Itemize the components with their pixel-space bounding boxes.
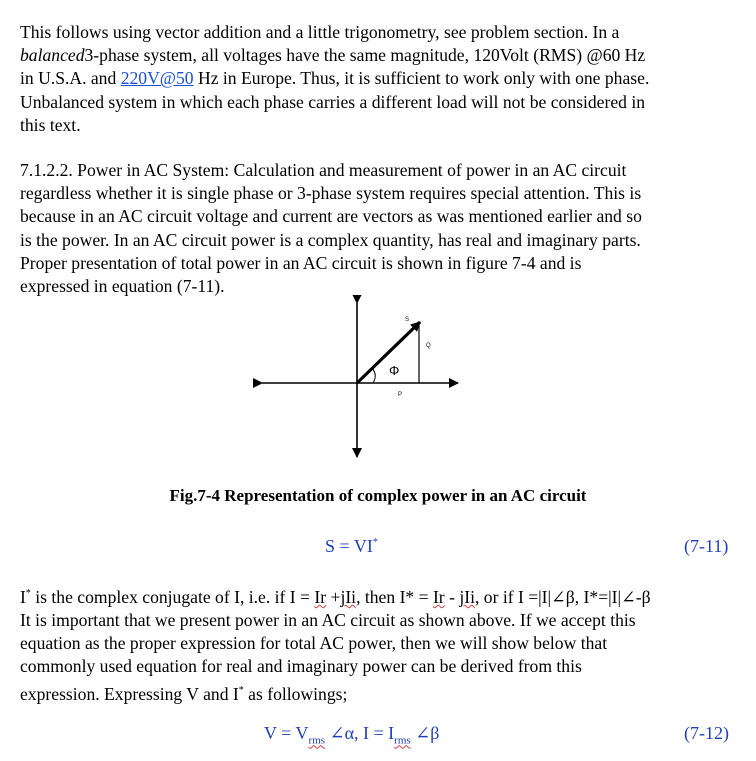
text-line <box>20 679 740 706</box>
superscript: * <box>25 588 31 599</box>
text-line: Unbalanced system in which each phase carries a different load will not be considered in <box>20 91 646 112</box>
equation-text: ∠β <box>410 723 440 743</box>
phi-angle-arc <box>372 368 375 383</box>
superscript: * <box>372 537 378 548</box>
text-line: equation as the proper expression for total AC power, then we will show below that <box>20 633 608 654</box>
equation-number-7-12: (7-12) <box>684 723 729 743</box>
text-line: Proper presentation of total power in an AC circuit is shown in figure 7-4 and is <box>20 252 582 273</box>
text-line: is the power. In an AC circuit power is a complex quantity, has real and imaginary parts. <box>20 229 641 250</box>
subscript: rms <box>394 734 411 747</box>
power-triangle-figure <box>0 295 756 465</box>
text-line: because in an AC circuit voltage and current are vectors as was mentioned earlier and so <box>20 206 642 227</box>
label-q: Q <box>426 343 431 349</box>
equation-text: S = VI <box>325 536 373 556</box>
paragraph-power-ac <box>20 159 740 298</box>
text-span: jIi <box>340 586 357 607</box>
text-span: expression. Expressing V and I <box>20 683 239 704</box>
label-p: P <box>398 392 403 398</box>
equation-number-7-11: (7-11) <box>684 536 729 556</box>
text-line <box>20 67 740 90</box>
label-phi: Φ <box>389 363 400 378</box>
equation-text: ∠α, I = I <box>325 723 395 743</box>
text-span: Ir <box>314 586 327 607</box>
figure-caption: Fig.7-4 Representation of complex power in an AC circuit <box>169 486 587 505</box>
text-span: in U.S.A. and <box>20 68 121 89</box>
text-line <box>20 582 740 609</box>
text-span: I <box>20 586 26 607</box>
text-line <box>20 44 740 67</box>
text-line: regardless whether it is single phase or 3-phase system requires special attention. This is <box>20 183 642 204</box>
text-span: 3-phase system, all voltages have the same magnitude, 120Volt (RMS) @60 Hz <box>84 45 646 66</box>
text-line: this text. <box>20 114 81 135</box>
hyperlink-220v[interactable]: 220V@50 <box>120 68 194 89</box>
text-line: expressed in equation (7-11). <box>20 276 225 297</box>
paragraph-phase-intro <box>20 21 740 137</box>
text-span: + <box>326 586 341 607</box>
italic-word: balanced <box>20 45 85 66</box>
text-span: is the complex conjugate of I, i.e. if I = <box>30 586 315 607</box>
text-span: jIi <box>459 586 475 607</box>
label-s: S <box>405 317 410 323</box>
equation-7-12 <box>264 723 439 747</box>
subscript: rms <box>308 734 325 747</box>
text-line: This follows using vector addition and a little trigonometry, see problem section. In a <box>20 22 620 42</box>
text-span: as followings; <box>243 683 348 704</box>
equation-text: V = V <box>264 723 309 743</box>
text-span: Ir <box>432 586 445 607</box>
text-line: commonly used equation for real and imaginary power can be derived from this <box>20 656 582 677</box>
equation-7-11 <box>325 536 378 557</box>
text-span: - <box>444 586 460 607</box>
text-line: 7.1.2.2. Power in AC System: Calculation and measurement of power in an AC circuit <box>20 160 627 180</box>
paragraph-conjugate <box>20 582 740 706</box>
superscript: * <box>238 684 244 696</box>
text-span: , or if I =|I|∠β, I*=|I|∠-β <box>474 586 651 607</box>
text-span: Hz in Europe. Thus, it is sufficient to work only with one phase. <box>193 68 650 89</box>
text-span: , then I* = <box>356 586 433 607</box>
text-line: It is important that we present power in an AC circuit as shown above. If we accept this <box>20 610 636 631</box>
